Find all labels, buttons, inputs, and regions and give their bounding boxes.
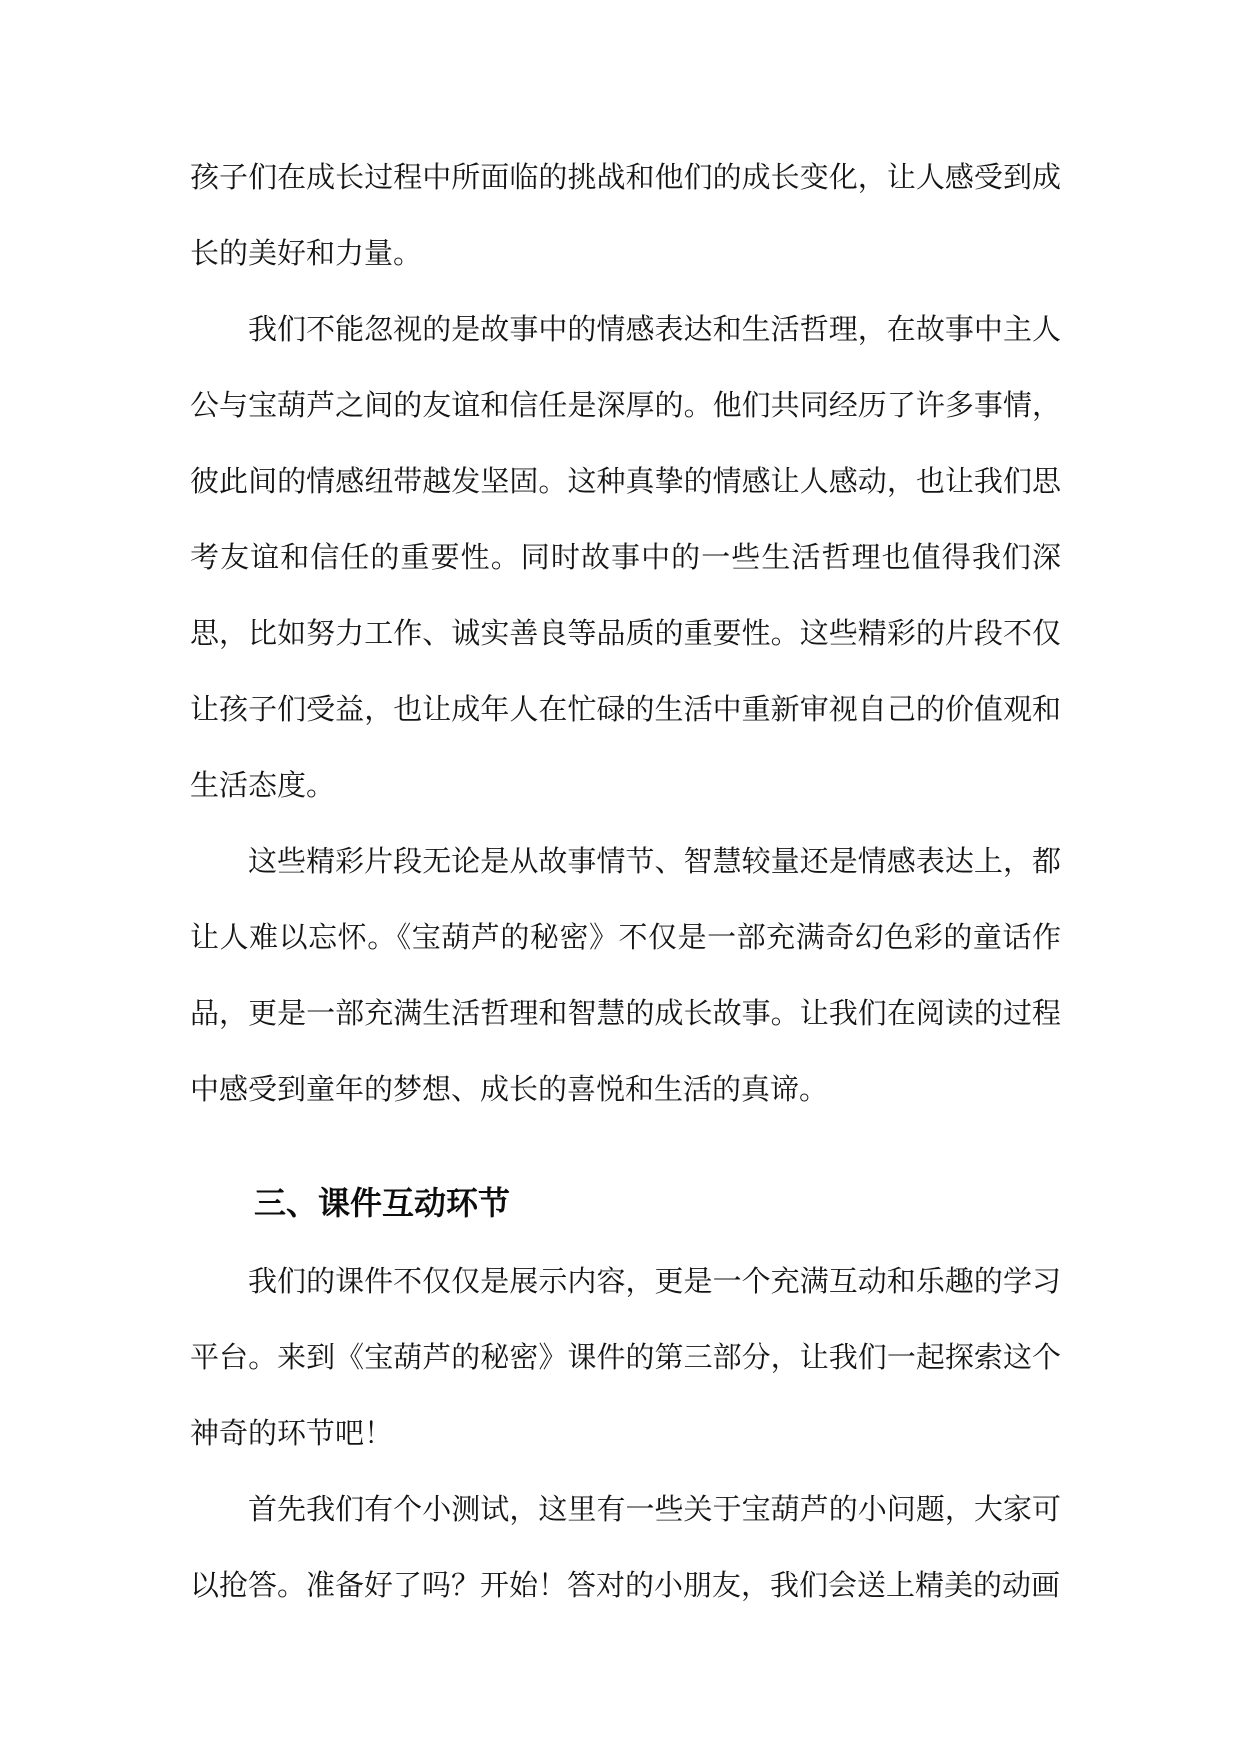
body-paragraph: 我们的课件不仅仅是展示内容，更是一个充满互动和乐趣的学习平台。来到《宝葫芦的秘密》课件的第三部分，让我们一起探索这个神奇的环节吧！ (190, 1264, 1061, 1450)
body-paragraph: 孩子们在成长过程中所面临的挑战和他们的成长变化，让人感受到成长的美好和力量。 (190, 160, 1061, 270)
body-paragraph: 首先我们有个小测试，这里有一些关于宝葫芦的小问题，大家可以抢答。准备好了吗？开始！答对的小朋友，我们会送上精美的动画 (190, 1492, 1061, 1602)
body-paragraph: 我们不能忽视的是故事中的情感表达和生活哲理，在故事中主人公与宝葫芦之间的友谊和信任是深厚的。他们共同经历了许多事情，彼此间的情感纽带越发坚固。这种真挚的情感让人感动，也让我们思考友谊和信任的重要性。同时故事中的一些生活哲理也值得我们深思，比如努力工作、诚实善良等品质的重要性。这些精彩的片段不仅让孩子们受益，也让成年人在忙碌的生活中重新审视自己的价值观和生活态度。 (190, 312, 1061, 802)
body-paragraph: 这些精彩片段无论是从故事情节、智慧较量还是情感表达上，都让人难以忘怀。《宝葫芦的秘密》不仅是一部充满奇幻色彩的童话作品，更是一部充满生活哲理和智慧的成长故事。让我们在阅读的过程中感受到童年的梦想、成长的喜悦和生活的真谛。 (190, 844, 1061, 1106)
section-heading: 三、课件互动环节 (254, 1184, 511, 1222)
page-body (190, 139, 1061, 1623)
